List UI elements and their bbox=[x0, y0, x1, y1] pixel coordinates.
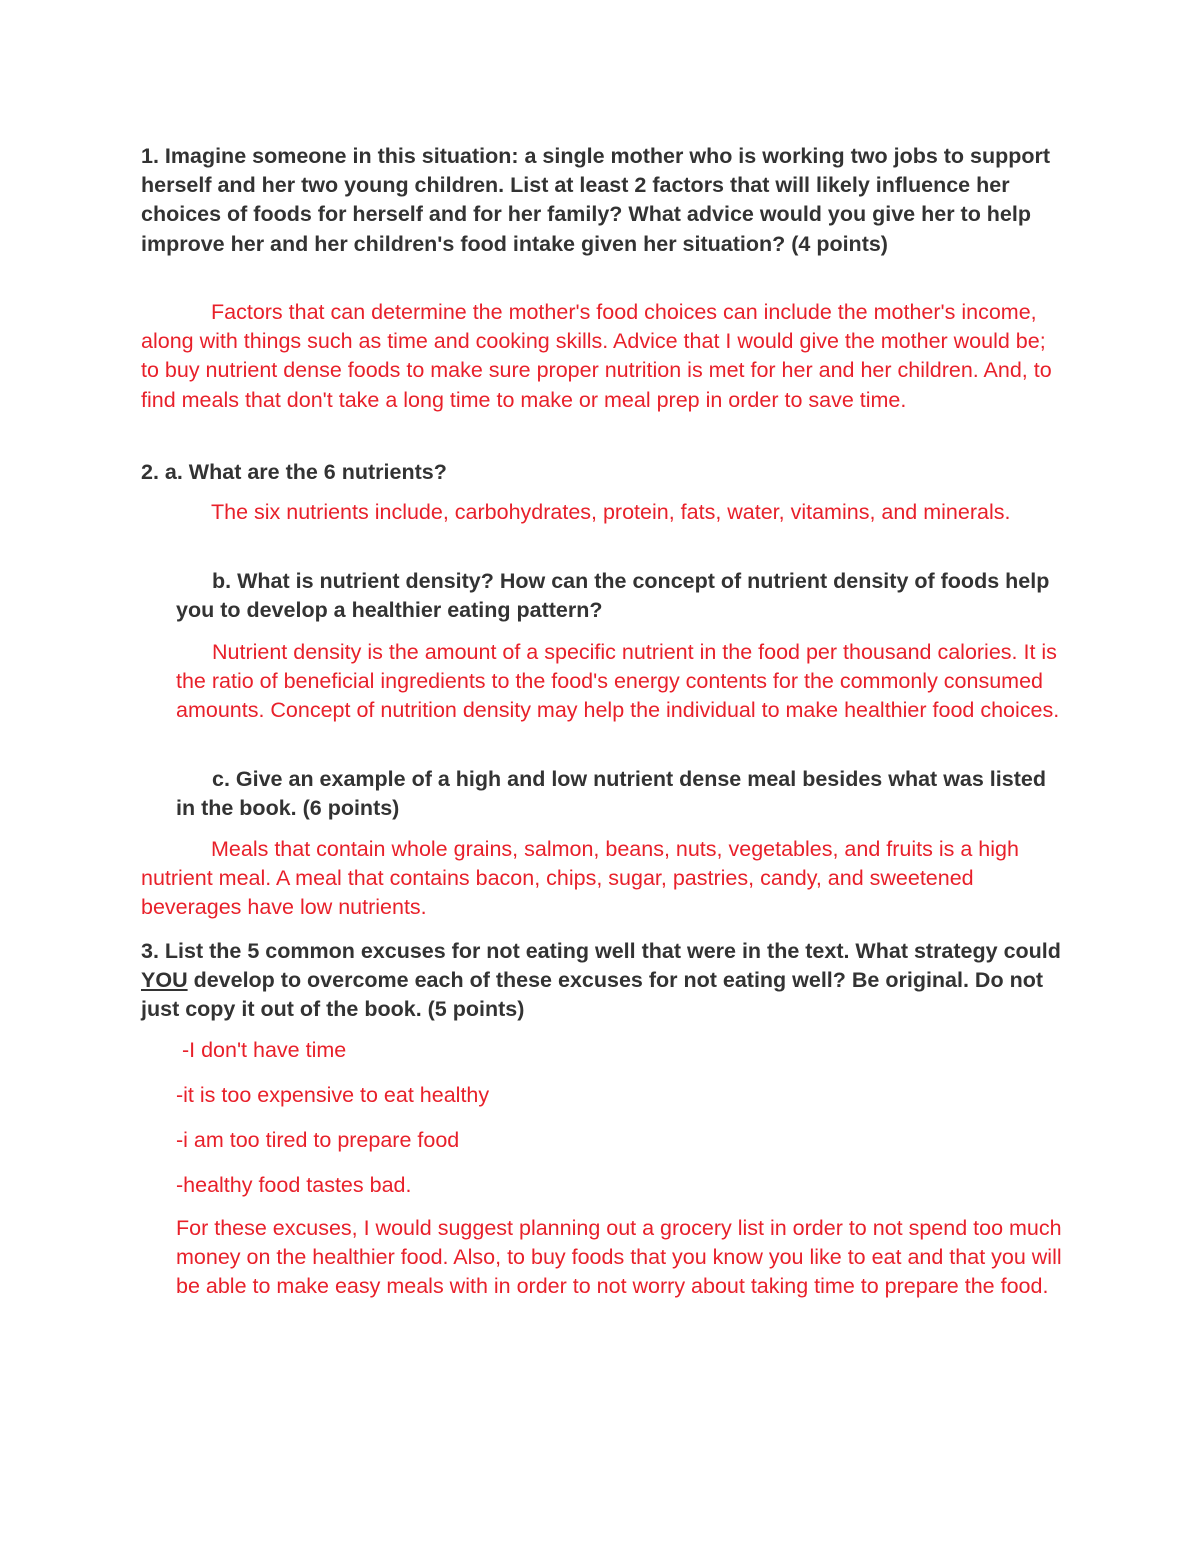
excuse-item: -it is too expensive to eat healthy bbox=[176, 1083, 490, 1107]
answer-2c: Meals that contain whole grains, salmon, beans, nuts, vegetables, and fruits is a high nutrient meal. A meal that contains bacon, chips, sugar, pastries, candy, and sweetened beverages have low nutrients. bbox=[141, 837, 1019, 920]
question-2a: 2. a. What are the 6 nutrients? bbox=[141, 460, 447, 484]
answer-1: Factors that can determine the mother's food choices can include the mother's income, along with things such as time and cooking skills. Advice that I would give the mother would be; to buy nutrient dense foods to make sure proper nutrition is met for her and her children. And, to find meals that don't take a long time to make or meal prep in order to save time. bbox=[141, 300, 1052, 412]
excuse-item: -i am too tired to prepare food bbox=[176, 1128, 460, 1152]
question-2c: c. Give an example of a high and low nutrient dense meal besides what was listed in the book. (6 points) bbox=[176, 767, 1046, 821]
question-3 bbox=[141, 937, 1061, 1025]
excuse-item: -healthy food tastes bad. bbox=[176, 1173, 412, 1197]
question-3-emphasis: YOU bbox=[141, 968, 188, 993]
answer-2b: Nutrient density is the amount of a specific nutrient in the food per thousand calories. It is the ratio of beneficial ingredients to the food's energy contents for the commonly consumed amounts. Concept of nutrition density may help the individual to make healthier food choices. bbox=[176, 640, 1060, 723]
question-1: 1. Imagine someone in this situation: a single mother who is working two jobs to support herself and her two young children. List at least 2 factors that will likely influence her choices of foods for herself and for her family? What advice would you give her to help improve her and her children's food intake given her situation? (4 points) bbox=[141, 144, 1051, 256]
answer-3: For these excuses, I would suggest planning out a grocery list in order to not spend too much money on the healthier food. Also, to buy foods that you know you like to eat and that you will be able to make easy meals with in order to not worry about taking time to prepare the food. bbox=[176, 1216, 1062, 1299]
question-3-text-end: develop to overcome each of these excuses for not eating well? Be original. Do not just copy it out of the book. (5 points) bbox=[141, 968, 1043, 1022]
excuse-item: -I don't have time bbox=[176, 1038, 347, 1062]
answer-2a: The six nutrients include, carbohydrates, protein, fats, water, vitamins, and minerals. bbox=[211, 500, 1011, 524]
question-2b: b. What is nutrient density? How can the concept of nutrient density of foods help you to develop a healthier eating pattern? bbox=[176, 569, 1050, 623]
question-3-text-start: 3. List the 5 common excuses for not eating well that were in the text. What strategy could bbox=[141, 939, 1061, 963]
